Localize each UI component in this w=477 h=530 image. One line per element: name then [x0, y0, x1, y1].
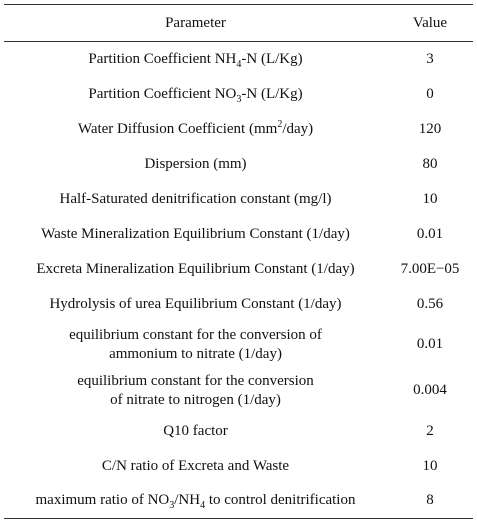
- value-cell: 0: [426, 85, 434, 102]
- parameter-text: Partition Coefficient NH: [88, 50, 237, 67]
- table-row: [4, 42, 473, 77]
- parameter-cell: Q10 factor: [163, 422, 228, 439]
- parameter-table: [4, 4, 473, 519]
- subscript: 3: [169, 500, 175, 512]
- parameter-cell: [4, 112, 387, 147]
- table-header-row: [4, 5, 473, 42]
- parameter-cell: Half-Saturated denitrification constant (mg/l): [59, 190, 332, 207]
- parameter-text-cont: /day): [282, 120, 314, 137]
- table-row: [4, 112, 473, 147]
- parameter-cell: Excreta Mineralization Equilibrium Constant (1/day): [36, 260, 355, 277]
- table-row: [4, 217, 473, 252]
- parameter-cell: [4, 77, 387, 112]
- parameter-line-1: equilibrium constant for the conversion of: [69, 326, 322, 343]
- parameter-cell: [4, 322, 387, 368]
- parameter-text: Water Diffusion Coefficient (mm: [77, 120, 278, 137]
- table-row: [4, 147, 473, 182]
- parameter-cell: C/N ratio of Excreta and Waste: [101, 457, 290, 474]
- parameter-text-cont: -N (L/Kg): [241, 85, 303, 102]
- table-row: [4, 449, 473, 484]
- header-parameter: Parameter: [4, 5, 387, 42]
- table-row: [4, 287, 473, 322]
- table-row: [4, 182, 473, 217]
- value-cell: 8: [387, 484, 473, 519]
- parameter-text-cont: -N (L/Kg): [241, 50, 303, 67]
- subscript: 4: [236, 58, 242, 70]
- value-cell: 10: [422, 457, 438, 474]
- value-cell: 0.004: [413, 382, 447, 398]
- value-cell: 10: [422, 190, 438, 207]
- value-cell: 0.01: [416, 336, 444, 352]
- parameter-line-1: equilibrium constant for the conversion: [77, 372, 314, 389]
- table-row: [4, 484, 473, 519]
- table-row: [4, 368, 473, 414]
- value-cell: 0.01: [416, 225, 444, 242]
- value-cell: 2: [426, 422, 434, 439]
- value-cell: 0.56: [416, 295, 444, 312]
- value-cell: 120: [418, 120, 442, 137]
- parameter-cell: Dispersion (mm): [144, 155, 247, 172]
- parameter-cell: Waste Mineralization Equilibrium Constant (1/day): [41, 225, 350, 242]
- subscript-2: 4: [200, 500, 206, 512]
- parameter-cell: [4, 484, 387, 519]
- parameter-text-cont: /NH: [174, 492, 201, 509]
- table-row: [4, 322, 473, 368]
- parameter-line-2: of nitrate to nitrogen (1/day): [110, 391, 281, 408]
- subscript: 3: [236, 93, 242, 105]
- parameter-cell: Hydrolysis of urea Equilibrium Constant (1/day): [49, 295, 342, 312]
- header-value: Value: [387, 5, 473, 42]
- table-row: [4, 414, 473, 449]
- parameter-text: Partition Coefficient NO: [88, 85, 237, 102]
- value-cell: 80: [422, 155, 438, 172]
- parameter-cell: [4, 368, 387, 414]
- value-cell: 7.00E−05: [400, 260, 460, 277]
- parameter-cell: [4, 42, 387, 77]
- value-cell: 3: [426, 50, 434, 67]
- table-row: [4, 252, 473, 287]
- parameter-text-end: to control denitrification: [205, 492, 356, 509]
- superscript: 2: [277, 118, 283, 130]
- parameter-line-2: ammonium to nitrate (1/day): [109, 345, 282, 362]
- table-row: [4, 77, 473, 112]
- parameter-text: maximum ratio of NO: [35, 492, 170, 509]
